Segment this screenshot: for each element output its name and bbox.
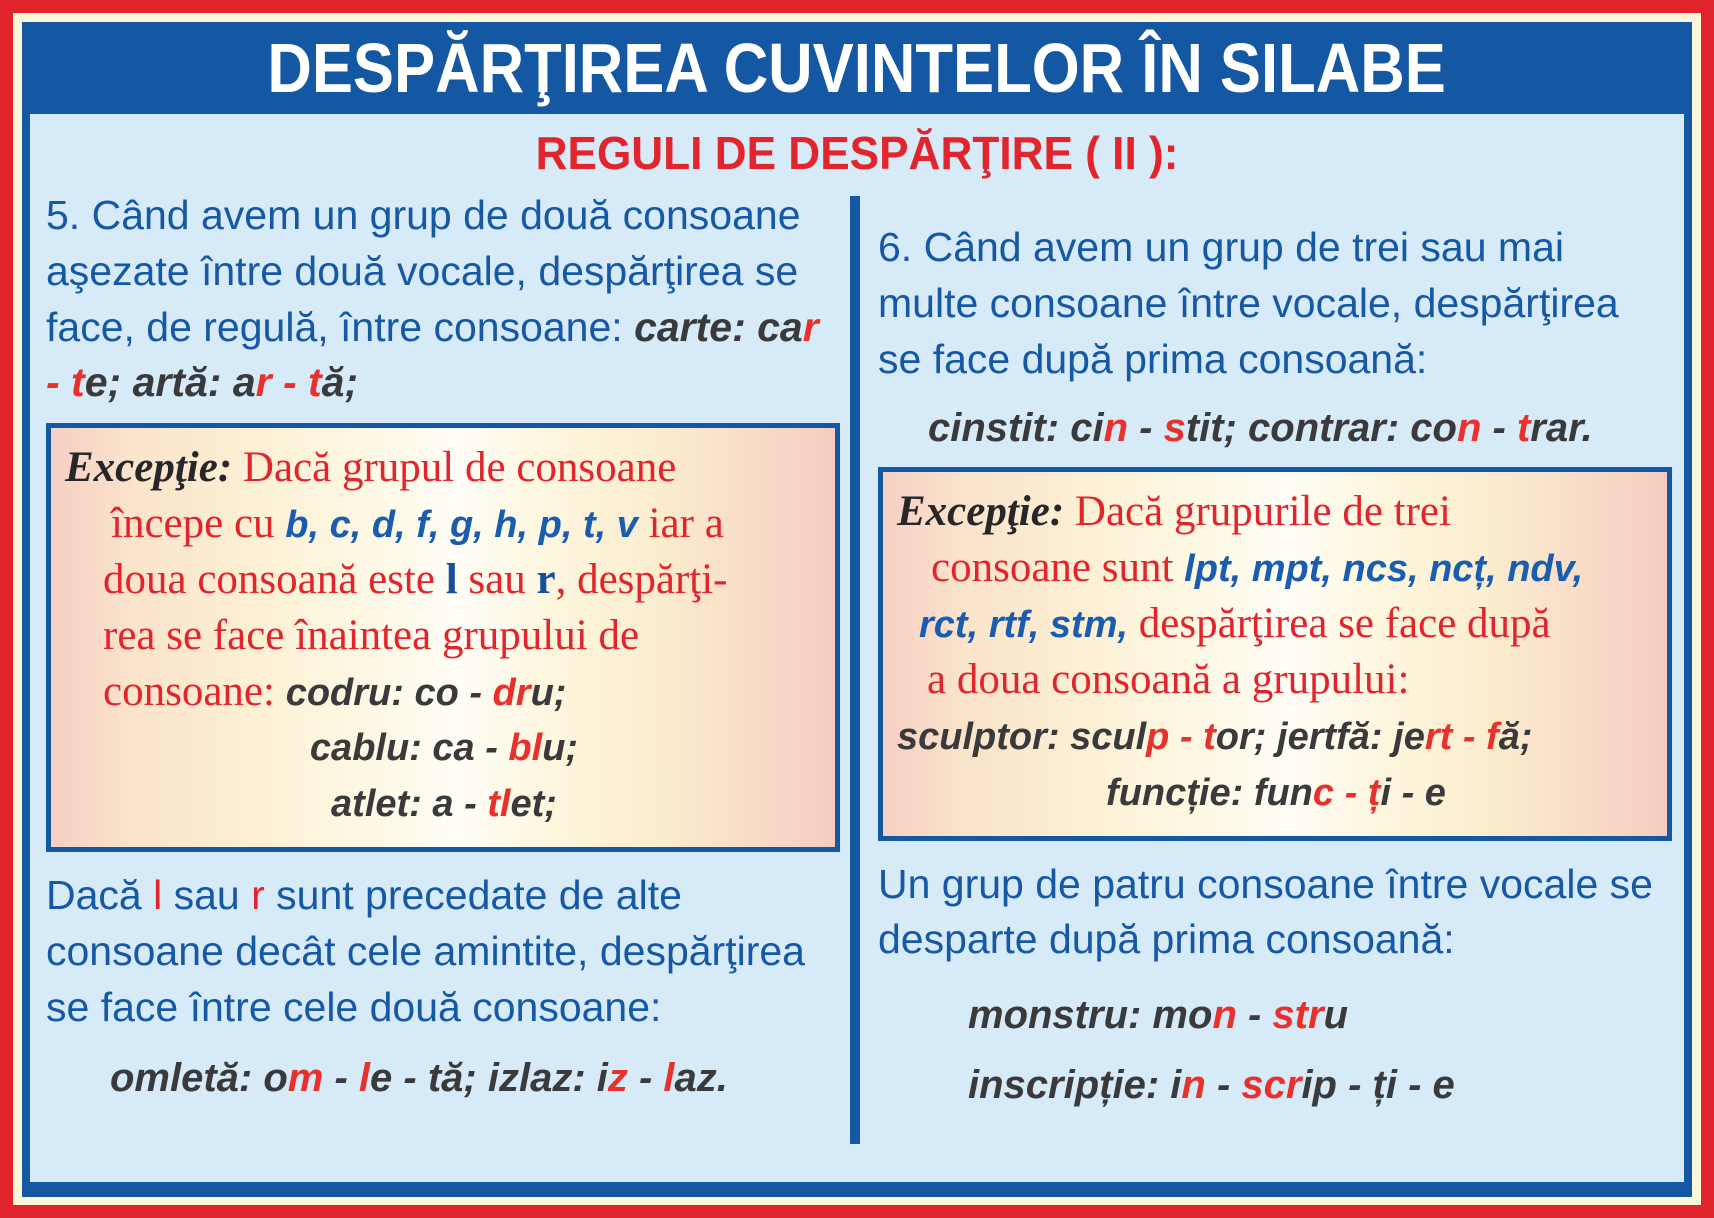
text-segment: carte: ca [634, 303, 803, 350]
exception-left-line-6 [65, 719, 823, 775]
text-segment: l [358, 1056, 371, 1101]
text-segment: atlet: a - [331, 783, 488, 826]
text-segment: , despărţi- [555, 555, 728, 603]
rule6-examples [878, 401, 1672, 455]
text-segment: t [1516, 406, 1531, 451]
text-segment: monstru: mo [968, 993, 1213, 1038]
text-segment: bl [508, 727, 543, 770]
text-segment: artă: a [132, 359, 256, 406]
text-segment: r [536, 555, 556, 603]
text-segment: l [663, 1056, 675, 1101]
text-segment: Dacă grupurile de trei [1074, 488, 1451, 536]
text-segment: funcție: fun [1106, 771, 1313, 814]
text-segment: ip - ți - e [1301, 1063, 1455, 1108]
text-segment: r [251, 872, 265, 919]
exception-right-line-6 [897, 764, 1655, 820]
text-segment: or; jertfă: je [1215, 715, 1425, 758]
text-segment: z [607, 1056, 628, 1101]
exception-right-line-4 [897, 652, 1655, 708]
text-segment: - [1236, 993, 1273, 1038]
exception-right-line-1 [897, 484, 1655, 540]
rule6-note-example-2 [878, 1058, 1672, 1112]
text-segment: dr [492, 671, 531, 714]
content-panel [22, 114, 1692, 1197]
text-segment: n [1456, 406, 1482, 451]
text-segment: iar a [637, 499, 724, 547]
text-segment: rea se face înaintea grupului de [103, 611, 640, 659]
exception-right-line-5 [897, 708, 1655, 764]
text-segment: tit; contrar: co [1185, 406, 1457, 451]
text-segment: sculptor: scul [897, 715, 1147, 758]
text-segment: e - tă; izlaz: i [370, 1056, 608, 1101]
text-segment: ă; [321, 359, 359, 406]
text-segment: Excepţie: [65, 444, 243, 491]
page-title: DESPĂRŢIREA CUVINTELOR ÎN SILABE [267, 29, 1447, 107]
text-segment: începe cu [111, 499, 286, 547]
rule6-paragraph [878, 220, 1672, 387]
text-segment: az. [674, 1056, 728, 1101]
rule5-note-examples [46, 1051, 840, 1105]
text-segment: Dacă grupul de consoane [242, 444, 677, 491]
columns [30, 180, 1684, 1182]
text-segment: - [323, 1056, 359, 1101]
text-segment: c - ț [1312, 771, 1381, 814]
text-segment: - [1205, 1063, 1242, 1108]
text-segment: sunt precedate de alte consoane decât cele amintite, despărţirea se face între cele două consoane: [46, 872, 805, 1030]
text-segment: codru: co - [285, 671, 493, 714]
text-segment: i - e [1380, 771, 1446, 814]
text-segment: despărţirea se face după [1128, 600, 1551, 648]
text-segment: Un grup de patru consoane între vocale se desparte după prima consoană: [878, 860, 1653, 963]
exception-left-line-7 [65, 775, 823, 831]
exception-right-line-2 [897, 540, 1655, 596]
text-segment: a doua consoană a grupului: [927, 655, 1410, 703]
text-segment: b, c, d, f, g, h, p, t, v [285, 503, 638, 546]
exception-left-line-2 [65, 496, 823, 552]
exception-left-line-1 [65, 440, 823, 496]
text-segment: 5. Când avem un grup de două consoane aşezate între două vocale, despărţirea se face, de regulă, între consoane: [46, 192, 801, 350]
text-segment: - [1481, 406, 1517, 451]
text-segment: n [1181, 1063, 1206, 1108]
text-segment: l [153, 872, 163, 919]
text-segment: omletă: o [110, 1056, 288, 1101]
text-segment: n [1103, 406, 1129, 451]
text-segment: Excepţie: [897, 488, 1075, 536]
right-column [860, 188, 1672, 1178]
text-segment: Dacă [46, 872, 154, 919]
left-column [46, 188, 850, 1178]
text-segment: r - t [46, 303, 819, 406]
text-segment: consoane: [103, 667, 286, 715]
text-segment: u [1323, 993, 1348, 1038]
text-segment: n [1212, 993, 1237, 1038]
text-segment: ă; [1498, 715, 1533, 758]
exception-right-line-3 [897, 596, 1655, 652]
text-segment: str [1272, 993, 1324, 1038]
rule6-note-paragraph [878, 857, 1672, 969]
exception-left-line-3 [65, 552, 823, 608]
text-segment: rt - f [1424, 715, 1499, 758]
column-divider [850, 196, 860, 1144]
text-segment: sau [457, 555, 537, 603]
subtitle: REGULI DE DESPĂRŢIRE ( II ): [535, 127, 1179, 179]
text-segment: l [445, 555, 458, 603]
exception-box-right [878, 467, 1672, 840]
rule5-paragraph [46, 188, 840, 411]
text-segment: consoane sunt [931, 544, 1185, 592]
text-segment: - [627, 1056, 664, 1101]
text-segment: rct, rtf, stm, [919, 604, 1129, 647]
text-segment: cablu: ca - [309, 727, 509, 770]
text-segment: p - t [1146, 715, 1216, 758]
text-segment: sau [162, 872, 252, 919]
rule5-note-paragraph [46, 868, 840, 1035]
text-segment: doua consoană este [103, 555, 446, 603]
text-segment: m [287, 1056, 324, 1101]
text-segment: tl [487, 783, 511, 826]
text-segment: inscripție: i [968, 1063, 1182, 1108]
text-segment: rar. [1530, 406, 1593, 451]
text-segment: scr [1241, 1063, 1302, 1108]
exception-left-line-4 [65, 608, 823, 664]
text-segment: 6. Când avem un grup de trei sau mai multe consoane între vocale, despărţirea se face după prima consoană: [878, 224, 1619, 382]
text-segment: lpt, mpt, ncs, ncț, ndv, [1184, 548, 1584, 591]
text-segment: s [1163, 406, 1186, 451]
text-segment: e; [84, 359, 133, 406]
text-segment: r - t [255, 359, 322, 406]
text-segment: cinstit: ci [928, 406, 1104, 451]
header [22, 22, 1692, 114]
rule6-note-example-1 [878, 988, 1672, 1042]
exception-left-line-5 [65, 664, 823, 720]
text-segment: u; [530, 671, 567, 714]
text-segment: u; [542, 727, 579, 770]
text-segment: - [1128, 406, 1164, 451]
text-segment: et; [510, 783, 557, 826]
exception-box-left [46, 423, 840, 852]
